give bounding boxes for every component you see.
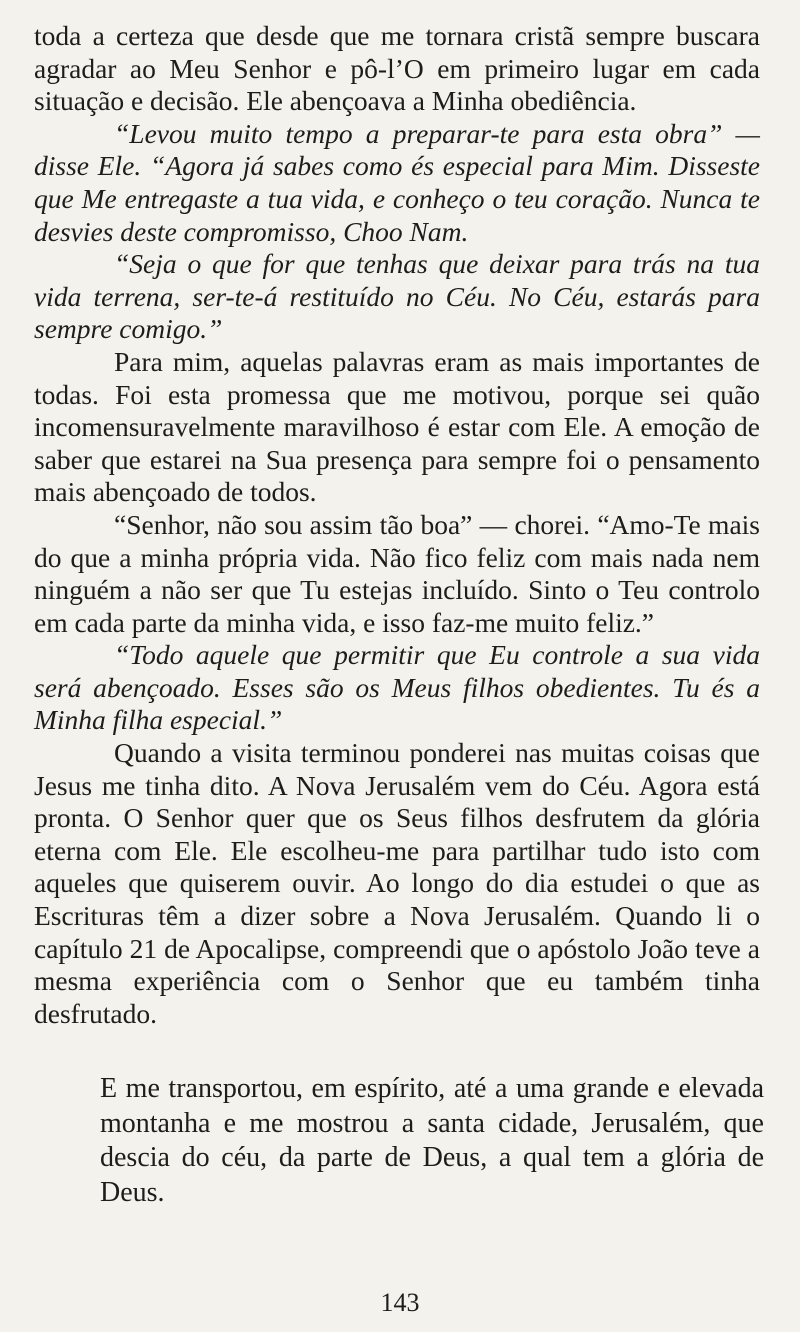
book-page [34,20,764,1210]
paragraph-7: Quando a visita terminou ponderei nas muitas coisas que Jesus me tinha dito. A Nova Jerusalém vem do Céu. Agora está pronta. O Senhor quer que os Seus filhos desfrutem da glória eterna com Ele. Ele escolheu-me para partilhar tudo isto com aqueles que quiserem ouvir. Ao longo do dia estudei o que as Escrituras têm a dizer sobre a Nova Jerusalém. Quando li o capítulo 21 de Apocalipse, compreendi que o apóstolo João teve a mesma experiência com o Senhor que eu também tinha desfrutado. [34,737,760,1029]
paragraph-6: “Todo aquele que permitir que Eu controle a sua vida será abençoado. Esses são os Meus filhos obedientes. Tu és a Minha filha especial.” [34,639,760,736]
paragraph-2: “Levou muito tempo a preparar-te para esta obra” — disse Ele. “Agora já sabes como és especial para Mim. Disseste que Me entregaste a tua vida, e conheço o teu coração. Nunca te desvies deste compromisso, Choo Nam. [34,117,760,247]
block-quote-text: E me transportou, em espírito, até a uma grande e elevada montanha e me mostrou a santa cidade, Jerusalém, que descia do céu, da parte de Deus, a qual tem a glória de Deus. [100,1073,764,1208]
paragraph-3: “Seja o que for que tenhas que deixar para trás na tua vida terrena, ser-te-á restituído no Céu. No Céu, estarás para sempre comigo.” [34,248,760,345]
paragraph-4: Para mim, aquelas palavras eram as mais importantes de todas. Foi esta promessa que me motivou, porque sei quão incomensuravelmente maravilhoso é estar com Ele. A emoção de saber que estarei na Sua presença para sempre foi o pensamento mais abençoado de todos. [34,345,760,508]
scripture-block-quote [100,1072,764,1210]
paragraph-5: “Senhor, não sou assim tão boa” — chorei. “Amo-Te mais do que a minha própria vida. Não fico feliz com mais nada nem ninguém a não ser que Tu estejas incluído. Sinto o Teu controlo em cada parte da minha vida, e isso faz-me muito feliz.” [34,508,760,638]
paragraph-1: toda a certeza que desde que me tornara cristã sempre buscara agradar ao Meu Senhor e pô-l’O em primeiro lugar em cada situação e decisão. Ele abençoava a Minha obediência. [34,20,760,117]
page-number: 143 [380,1288,420,1317]
